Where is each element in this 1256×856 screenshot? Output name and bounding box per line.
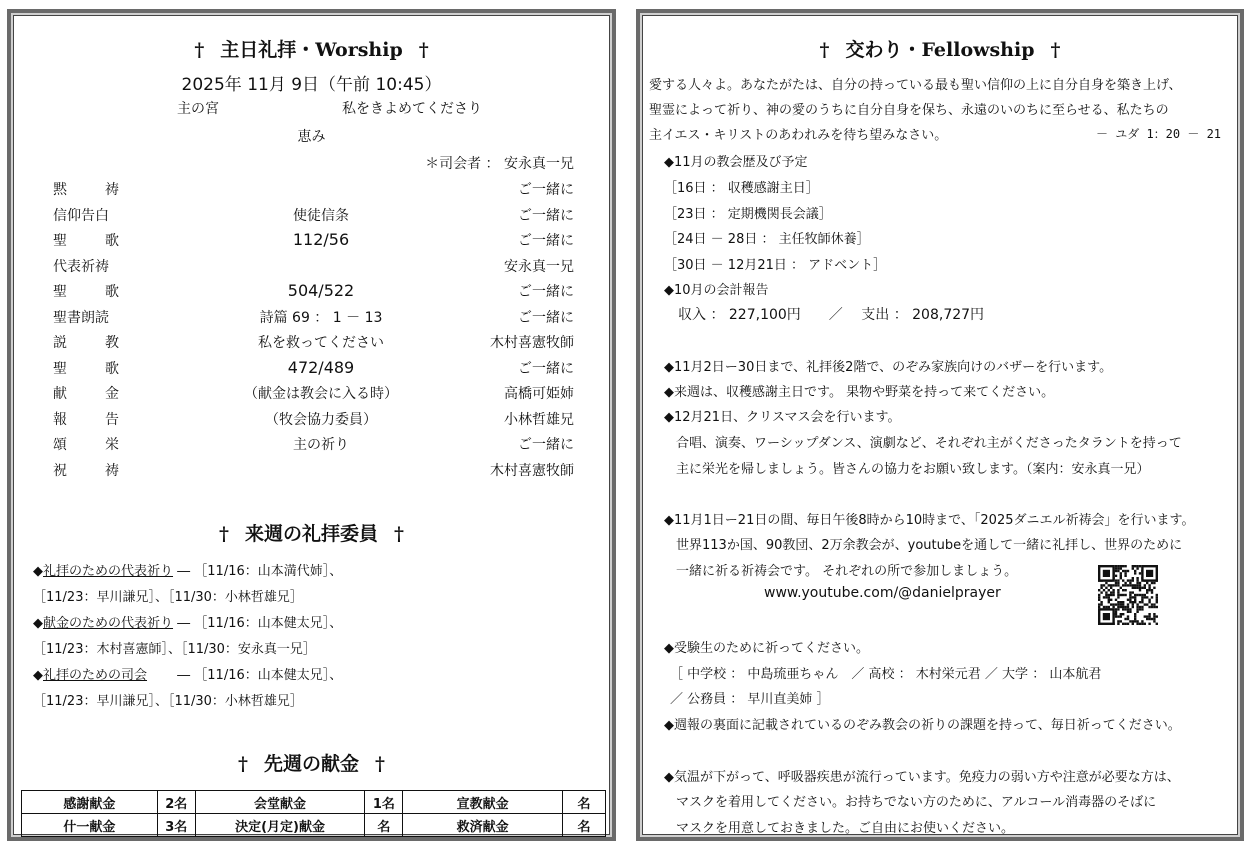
notice-bazaar: ◆11月2日ー30日まで、礼拝後2階で、のぞみ家族向けのバザーを行います。 (664, 360, 1113, 375)
committee-assignment: ― ［11/16：山本満代姉］、 (173, 564, 343, 579)
table-cell: 3名 (157, 814, 195, 837)
sermon-theme-continued: 恵み (297, 129, 326, 145)
table-cell: 1名 (365, 791, 403, 814)
schedule-item: ［23日 ： 定期機関長会議］ (664, 207, 832, 222)
notice-students: ◆受験生のために祈ってください。 (664, 641, 869, 656)
order-row (11, 205, 612, 231)
order-row (11, 460, 612, 486)
table-row (22, 791, 606, 814)
order-item-content: 詩篇 69 ： 1 － 13 (259, 309, 383, 326)
order-item-content: 504/522 (287, 281, 355, 300)
order-item-name: 献 金 (53, 386, 119, 402)
table-cell: 2名 (157, 791, 195, 814)
committee-assignment: ［11/23：早川謙兄］、［11/30：小林哲雄兄］ (33, 590, 303, 605)
schedule-item: ［24日 － 28日 ： 主任牧師休養］ (664, 232, 870, 247)
order-item-content: 使徒信条 (293, 207, 349, 224)
scripture-line: 愛する人々よ。あなたがたは、自分の持っている最も聖い信仰の上に自分自身を築き上げ、 (649, 78, 1182, 93)
account-title: ◆10月の会計報告 (664, 283, 769, 298)
order-item-person: 木村喜憲牧師 (490, 335, 574, 351)
order-item-person: ご一緒に (518, 284, 574, 300)
order-item-content: 112/56 (292, 230, 350, 249)
committee-assignment: ［11/23：木村喜憲師］、［11/30：安永真一兄］ (33, 642, 316, 657)
notice-harvest: ◆来週は、収穫感謝主日です。 果物や野菜を持って来てください。 (664, 385, 1055, 400)
committee-assignment: ― ［11/16：山本健太兄］、 (147, 668, 343, 683)
order-item-content: （牧会協力委員） (265, 411, 377, 428)
table-cell: 名 (563, 814, 606, 837)
order-item-name: 聖 歌 (53, 360, 119, 377)
committee-title: 来週の礼拝委員 (244, 523, 378, 545)
notice-christmas-detail: 主に栄光を帰しましょう。皆さんの協力をお願い致します。（案内：安永真一兄） (676, 462, 1150, 477)
table-cell: 名 (365, 814, 403, 837)
table-cell: 名 (563, 791, 606, 814)
order-item-person: ご一緒に (518, 360, 574, 377)
order-row (11, 307, 612, 333)
order-row (11, 179, 612, 205)
table-cell: 什一献金 (22, 814, 158, 837)
order-row (11, 434, 612, 460)
notice-christmas-detail: 合唱、演奏、ワーシップダンス、演劇など、それぞれ主がくださったタラントを持って (676, 436, 1182, 451)
committee-heading (11, 519, 612, 546)
schedule-title: ◆11月の教会歴及び予定 (664, 155, 808, 170)
committee-line (33, 612, 342, 631)
order-item-name: 聖 歌 (53, 284, 119, 300)
account-report: 収入 ： 227,100円 ／ 支出 ： 208,727円 (678, 307, 985, 323)
offering-title: 先週の献金 (263, 753, 359, 775)
order-row (11, 358, 612, 384)
order-item-name: 聖 歌 (53, 233, 119, 249)
order-row (11, 256, 612, 282)
service-date: 2025年 11月 9日（午前 10:45） (181, 75, 442, 95)
order-item-name: 報 告 (53, 411, 119, 428)
committee-line (33, 586, 303, 605)
order-row (11, 230, 612, 256)
order-item-content: 私を救ってください (258, 335, 384, 351)
notice-prayer-topics: ◆週報の裏面に記載されているのぞみ教会の祈りの課題を持って、毎日祈ってください。 (664, 718, 1181, 733)
worship-heading (11, 35, 612, 62)
order-item-person: 安永真一兄 (504, 258, 574, 275)
table-cell: 決定(月定)献金 (195, 814, 365, 837)
presider: ＊司会者 ： 安永真一兄 (425, 156, 574, 172)
worship-panel (7, 9, 616, 841)
notice-daniel-detail: 一緒に祈る祈祷会です。 それぞれの所で参加しましょう。 (676, 564, 1018, 579)
committee-line (33, 664, 342, 683)
notice-daniel-prayer: ◆11月1日ー21日の間、毎日午後8時から10時まで、「2025ダニエル祈祷会」を行います。 (664, 513, 1195, 528)
table-row (22, 814, 606, 837)
committee-assignment: ― ［11/16：山本健太兄］、 (173, 616, 343, 631)
order-item-name: 頌 栄 (53, 437, 119, 453)
cross-icon: † (219, 523, 229, 545)
cross-icon: † (238, 753, 248, 775)
cross-icon: † (418, 39, 429, 61)
schedule-item: ［30日 － 12月21日 ： アドベント］ (664, 258, 887, 273)
fellowship-title: 交わり・Fellowship (845, 39, 1035, 61)
order-item-person: 高橋可姫姉 (504, 386, 574, 402)
fellowship-panel (636, 9, 1244, 841)
order-row (11, 409, 612, 435)
order-item-person: 小林哲雄兄 (504, 411, 574, 428)
committee-role: 献金のための代表祈り (43, 616, 174, 631)
committee-line (33, 638, 316, 657)
scripture-reference: － ユダ 1：20 － 21 (1096, 127, 1222, 141)
order-item-content: （献金は教会に入る時） (244, 386, 398, 402)
worship-title: 主日礼拝・Worship (220, 39, 403, 61)
order-item-person: ご一緒に (518, 182, 574, 198)
committee-line (33, 560, 342, 579)
order-item-person: ご一緒に (518, 437, 574, 453)
notice-students-detail: ［ 中学校 ： 中島琉亜ちゃん ／ 高校 ： 木村栄元君 ／ 大学 ： 山本航君 (670, 667, 1102, 682)
notice-daniel-detail: 世界113か国、90教団、2万余教会が、youtubeを通して一緒に礼拝し、世界のために (676, 538, 1183, 553)
cross-icon: † (194, 39, 205, 61)
bullet-icon: ◆ (33, 668, 43, 683)
committee-role: 礼拝のための代表祈り (43, 564, 174, 579)
order-item-name: 黙 祷 (53, 182, 119, 198)
order-item-person: ご一緒に (518, 207, 574, 224)
order-item-name: 代表祈祷 (53, 258, 109, 275)
offering-table (21, 790, 606, 837)
order-row (11, 332, 612, 358)
bullet-icon: ◆ (33, 616, 43, 631)
notice-students-detail: ／ 公務員 ： 早川直美姉 ］ (670, 692, 830, 707)
sermon-theme-right: 私をきよめてくださり (342, 101, 482, 117)
committee-assignment: ［11/23：早川謙兄］、［11/30：小林哲雄兄］ (33, 694, 303, 709)
order-item-name: 聖書朗読 (53, 309, 109, 326)
table-cell: 感謝献金 (22, 791, 158, 814)
order-item-person: 木村喜憲牧師 (490, 462, 574, 479)
order-item-name: 祝 祷 (53, 462, 119, 479)
cross-icon: † (1050, 39, 1061, 61)
order-item-name: 説 教 (53, 335, 119, 351)
table-cell: 会堂献金 (195, 791, 365, 814)
order-row (11, 281, 612, 307)
offering-heading (11, 749, 612, 776)
notice-health-detail: マスクを着用してください。お持ちでない方のために、アルコール消毒器のそばに (676, 795, 1157, 810)
committee-line (33, 690, 303, 709)
cross-icon: † (394, 523, 404, 545)
notice-christmas: ◆12月21日、クリスマス会を行います。 (664, 410, 901, 425)
qr-code-icon[interactable] (1098, 565, 1158, 625)
sermon-theme-left: 主の宮 (177, 101, 219, 117)
order-item-name: 信仰告白 (53, 207, 109, 224)
notice-health-detail: マスクを用意しておきました。ご自由にお使いください。 (676, 821, 1015, 836)
committee-role: 礼拝のための司会 (43, 668, 148, 683)
notice-health: ◆気温が下がって、呼吸器疾患が流行っています。免疫力の弱い方や注意が必要な方は、 (664, 770, 1180, 785)
order-row (11, 383, 612, 409)
fellowship-heading (640, 35, 1240, 62)
order-item-content: 472/489 (287, 357, 355, 377)
schedule-item: ［16日 ： 収穫感謝主日］ (664, 181, 819, 196)
youtube-link[interactable]: www.youtube.com/@danielprayer (764, 585, 1001, 601)
order-item-person: ご一緒に (518, 309, 574, 326)
scripture-line: 聖霊によって祈り、神の愛のうちに自分自身を保ち、永遠のいのちに至らせる、私たちの (649, 103, 1169, 118)
table-cell: 救済献金 (403, 814, 563, 837)
cross-icon: † (375, 753, 385, 775)
cross-icon: † (819, 39, 830, 61)
table-cell: 宣教献金 (403, 791, 563, 814)
scripture-line: 主イエス・キリストのあわれみを待ち望みなさい。 (649, 128, 948, 143)
order-item-content: 主の祈り (293, 437, 349, 453)
bullet-icon: ◆ (33, 564, 43, 579)
order-item-person: ご一緒に (518, 233, 574, 249)
